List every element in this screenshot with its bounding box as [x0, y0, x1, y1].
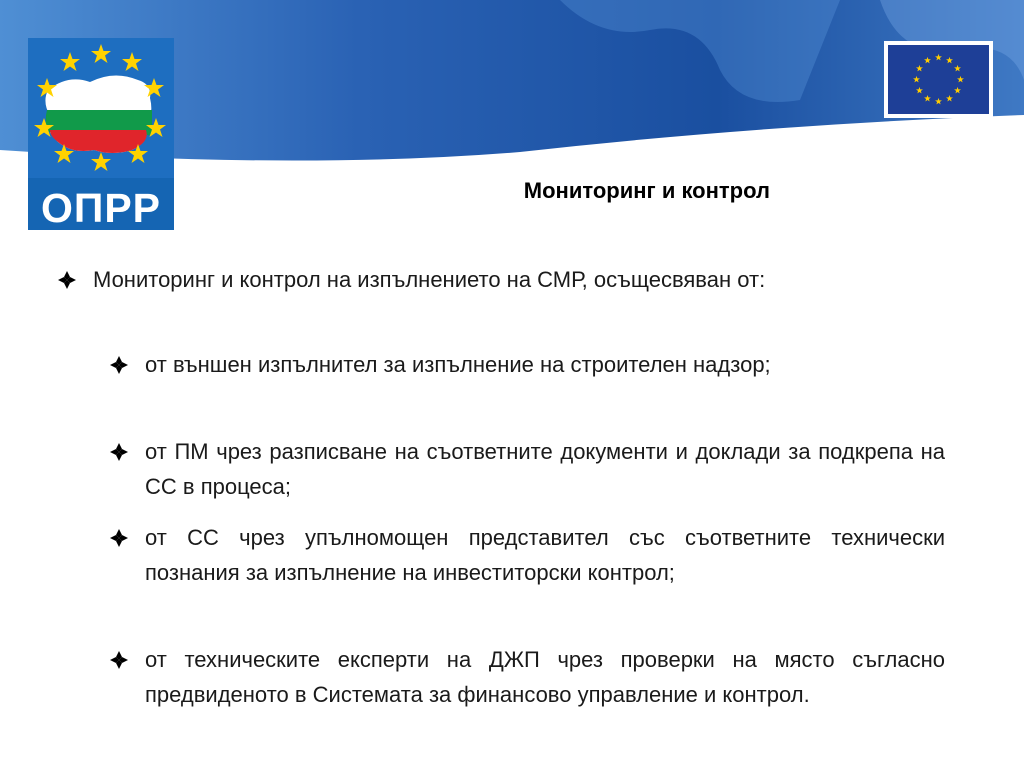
sub-bullet-text: от ПМ чрез разписване на съответните документи и доклади за подкрепа на СС в процеса;	[145, 439, 945, 499]
sub-bullet	[145, 520, 945, 590]
diamond-bullet-icon	[109, 520, 131, 555]
slide-title: Мониторинг и контрол	[523, 178, 770, 203]
eu-flag-icon	[884, 41, 993, 118]
bulgaria-stars-emblem-icon	[28, 38, 174, 230]
sub-bullet	[145, 642, 945, 712]
logo-text: ОПРР	[40, 185, 162, 230]
sub-bullet-text: от СС чрез упълномощен представител със съответните технически познания за изпълнение на инвеститорски контрол;	[145, 525, 945, 585]
main-bullet-text: Мониторинг и контрол на изпълнението на СМР, осъщесвяван от:	[93, 267, 766, 292]
diamond-bullet-icon	[109, 642, 131, 677]
main-bullet	[93, 262, 793, 297]
diamond-bullet-icon	[57, 262, 79, 297]
diamond-bullet-icon	[109, 434, 131, 469]
sub-bullet-text: от външен изпълнител за изпълнение на строителен надзор;	[145, 352, 771, 377]
sub-bullet	[145, 347, 945, 382]
sub-bullet-text: от техническите експерти на ДЖП чрез проверки на място съгласно предвиденото в Системата за финансово управление и контрол.	[145, 647, 945, 707]
diamond-bullet-icon	[109, 347, 131, 382]
sub-bullet	[145, 434, 945, 504]
oprr-logo	[28, 38, 174, 230]
